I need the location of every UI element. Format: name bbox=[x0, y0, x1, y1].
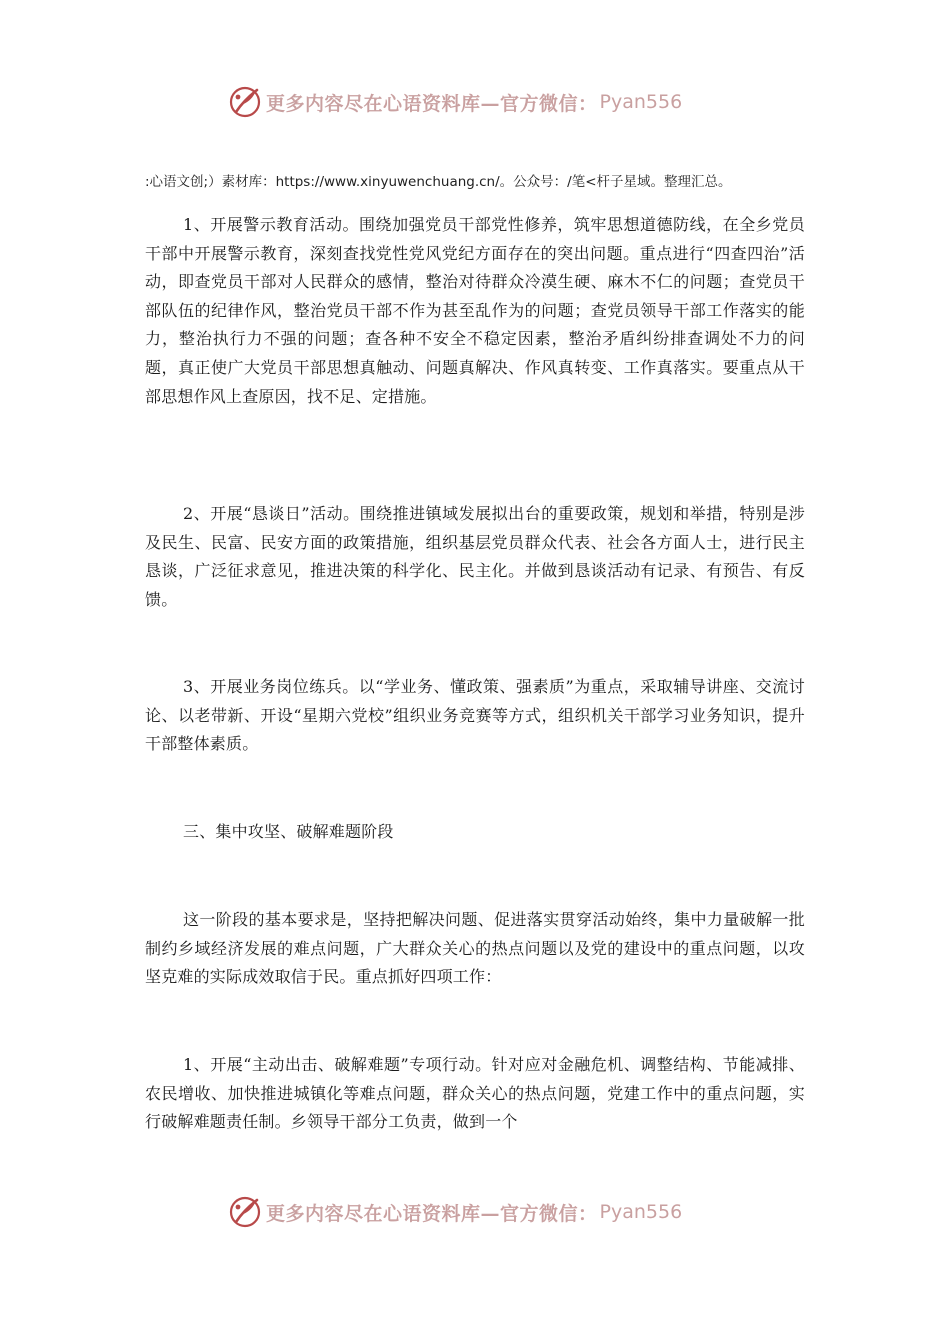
quill-logo-icon bbox=[228, 85, 262, 119]
source-line: :心语文创;）素材库：https://www.xinyuwenchuang.cn/。公众号：/笔<杆子星域。整理汇总。 bbox=[145, 174, 732, 190]
paragraph-warning-education: 1、开展警示教育活动。围绕加强党员干部党性修养，筑牢思想道德防线，在全乡党员干部中开展警示教育，深刻查找党性党风党纪方面存在的突出问题。重点进行“四查四治”活动，即查党员干部对人民群众的感情，整治对待群众冷漠生硬、麻木不仁的问题；查党员干部队伍的纪律作风，整治党员干部不作为甚至乱作为的问题；查党员领导干部工作落实的能力，整治执行力不强的问题；查各种不安全不稳定因素，整治矛盾纠纷排查调处不力的问题，真正使广大党员干部思想真触动、问题真解决、作风真转变、工作真落实。要重点从干部思想作风上查原因，找不足、定措施。 bbox=[145, 215, 805, 406]
section-heading-phase-three: 三、集中攻坚、破解难题阶段 bbox=[183, 822, 394, 841]
watermark-text: 更多内容尽在心语资料库—官方微信： bbox=[266, 1202, 598, 1225]
paragraph-job-training: 3、开展业务岗位练兵。以“学业务、懂政策、强素质”为重点，采取辅导讲座、交流讨论、以老带新、开设“星期六党校”组织业务竞赛等方式，组织机关干部学习业务知识，提升干部整体素质。 bbox=[145, 677, 805, 754]
footer-watermark bbox=[228, 1192, 748, 1232]
watermark-wechat: Pyan556 bbox=[599, 1201, 683, 1223]
quill-logo-icon bbox=[228, 1195, 262, 1229]
paragraph-talk-day: 2、开展“恳谈日”活动。围绕推进镇域发展拟出台的重要政策，规划和举措，特别是涉及民生、民富、民安方面的政策措施，组织基层党员群众代表、社会各方面人士，进行民主恳谈，广泛征求意见，推进决策的科学化、民主化。并做到恳谈活动有记录、有预告、有反馈。 bbox=[145, 504, 805, 609]
header-watermark bbox=[228, 82, 748, 122]
paragraph-phase-requirements: 这一阶段的基本要求是，坚持把解决问题、促进落实贯穿活动始终，集中力量破解一批制约乡域经济发展的难点问题，广大群众关心的热点问题以及党的建设中的重点问题，以攻坚克难的实际成效取信于民。重点抓好四项工作： bbox=[145, 910, 805, 987]
watermark-wechat: Pyan556 bbox=[599, 91, 683, 113]
paragraph-special-action: 1、开展“主动出击、破解难题”专项行动。针对应对金融危机、调整结构、节能减排、农民增收、加快推进城镇化等难点问题，群众关心的热点问题，党建工作中的重点问题，实行破解难题责任制。乡领导干部分工负责，做到一个 bbox=[145, 1055, 805, 1132]
watermark-text: 更多内容尽在心语资料库—官方微信： bbox=[266, 92, 598, 115]
